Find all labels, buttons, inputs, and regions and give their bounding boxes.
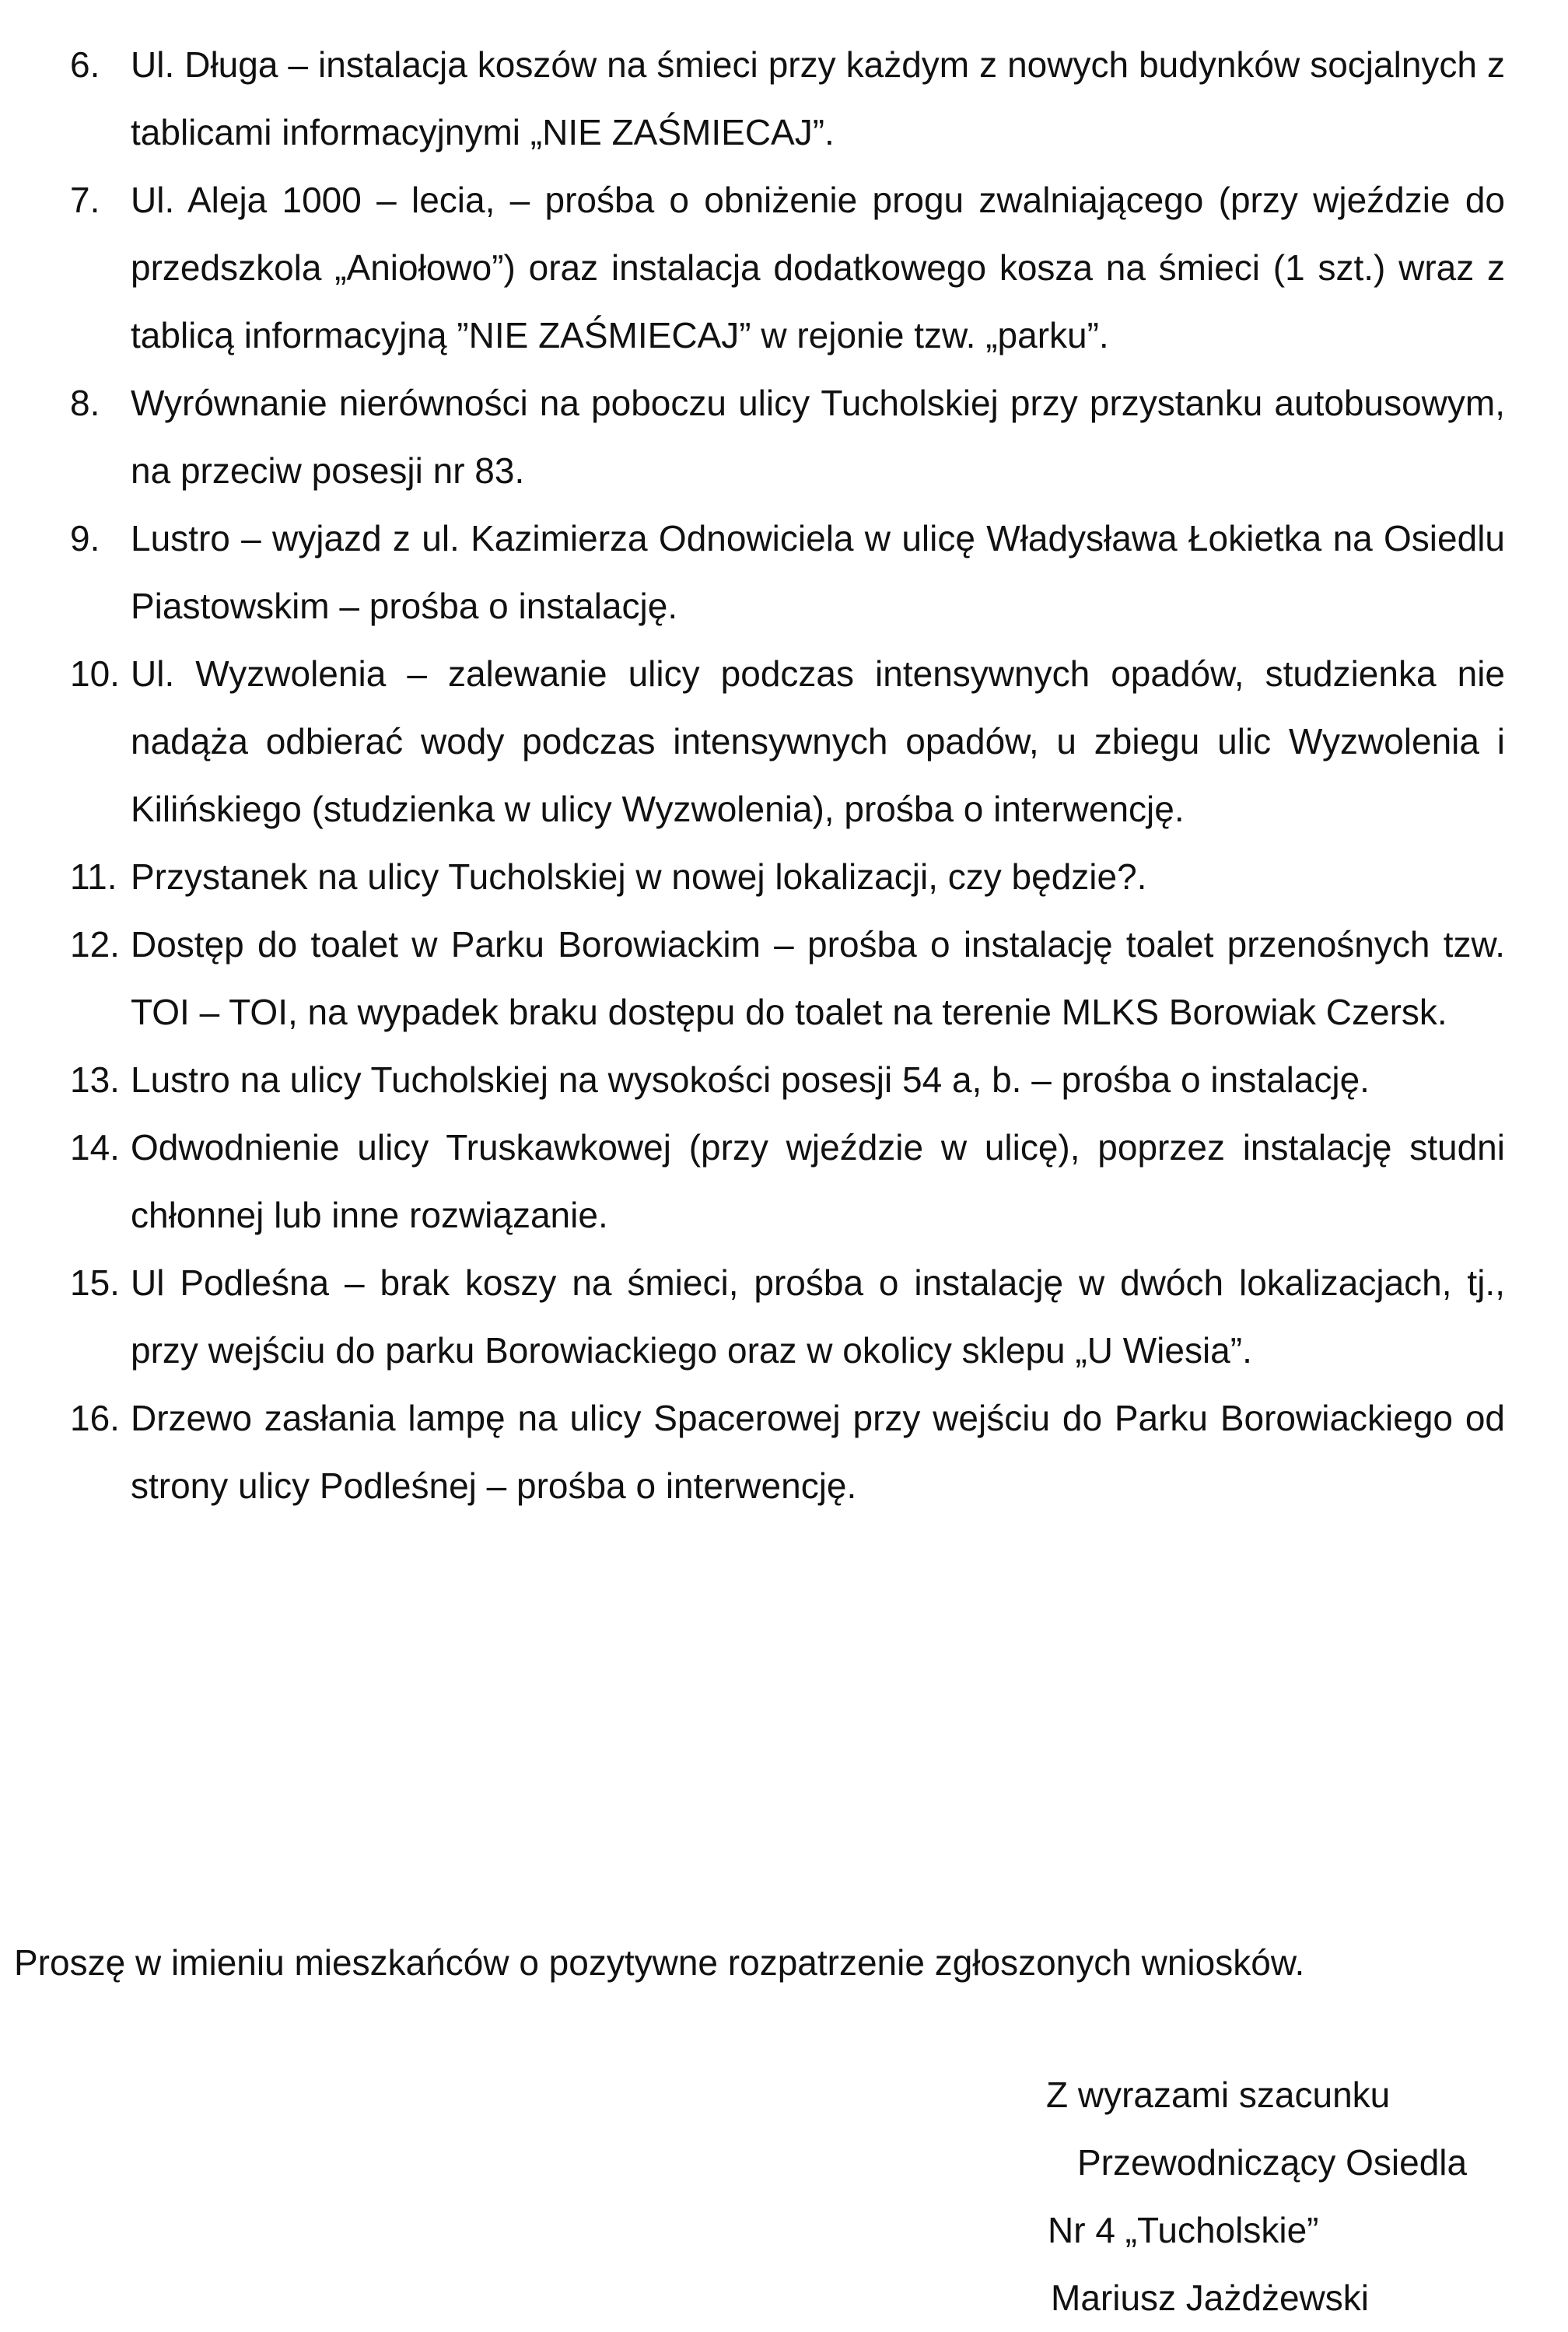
list-item [70,911,1505,1046]
list-item [70,31,1505,166]
list-item [70,640,1505,843]
item-number: 8. [70,383,100,423]
item-number: 6. [70,44,100,85]
item-text: Ul. Długa – instalacja koszów na śmieci przy każdym z nowych budynków socjalnych z tablicami informacyjnymi „NIE ZAŚMIECAJ”. [131,44,1505,152]
list-item [70,1114,1505,1249]
signature-estate: Nr 4 „Tucholskie” [1048,2210,1319,2250]
item-text: Lustro na ulicy Tucholskiej na wysokości posesji 54 a, b. – prośba o instalację. [131,1059,1370,1100]
list-item [70,843,1505,911]
item-number: 16. [70,1398,120,1438]
item-number: 10. [70,653,120,694]
request-list [70,31,1505,1520]
item-number: 15. [70,1262,120,1303]
item-number: 14. [70,1127,120,1168]
item-text: Ul. Wyzwolenia – zalewanie ulicy podczas intensywnych opadów, studzienka nie nadąża odbierać wody podczas intensywnych opadów, u zbiegu ulic Wyzwolenia i Kilińskiego (studzienka w ulicy Wyzwolenia), prośba o interwencję. [131,653,1505,829]
signature-greeting: Z wyrazami szacunku [1046,2075,1391,2115]
signature-block [1046,2061,1467,2332]
signature-role: Przewodniczący Osiedla [1077,2142,1468,2183]
item-number: 7. [70,180,100,220]
list-item [70,1385,1505,1520]
closing-sentence: Proszę w imieniu mieszkańców o pozytywne rozpatrzenie zgłoszonych wniosków. [14,1942,1305,1983]
list-item [70,1046,1505,1114]
item-text: Ul Podleśna – brak koszy na śmieci, prośba o instalację w dwóch lokalizacjach, tj., przy wejściu do parku Borowiackiego oraz w okolicy sklepu „U Wiesia”. [131,1262,1505,1371]
item-text: Odwodnienie ulicy Truskawkowej (przy wjeździe w ulicę), poprzez instalację studni chłonnej lub inne rozwiązanie. [131,1127,1505,1235]
item-number: 9. [70,518,100,558]
item-text: Lustro – wyjazd z ul. Kazimierza Odnowiciela w ulicę Władysława Łokietka na Osiedlu Piastowskim – prośba o instalację. [131,518,1505,626]
list-item [70,1249,1505,1385]
item-number: 12. [70,924,120,965]
item-text: Przystanek na ulicy Tucholskiej w nowej lokalizacji, czy będzie?. [131,856,1147,897]
list-item [70,369,1505,505]
item-text: Drzewo zasłania lampę na ulicy Spacerowej przy wejściu do Parku Borowiackiego od strony ulicy Podleśnej – prośba o interwencję. [131,1398,1505,1506]
item-text: Dostęp do toalet w Parku Borowiackim – prośba o instalację toalet przenośnych tzw. TOI – TOI, na wypadek braku dostępu do toalet na terenie MLKS Borowiak Czersk. [131,924,1505,1032]
item-text: Ul. Aleja 1000 – lecia, – prośba o obniżenie progu zwalniającego (przy wjeździe do przedszkola „Aniołowo”) oraz instalacja dodatkowego kosza na śmieci (1 szt.) wraz z tablicą informacyjną ”NIE ZAŚMIECAJ” w rejonie tzw. „parku”. [131,180,1505,355]
list-item [70,505,1505,640]
item-number: 13. [70,1059,120,1100]
list-item [70,166,1505,369]
signature-name: Mariusz Jażdżewski [1051,2278,1369,2318]
item-number: 11. [70,856,117,897]
item-text: Wyrównanie nierówności na poboczu ulicy Tucholskiej przy przystanku autobusowym, na przeciw posesji nr 83. [131,383,1505,491]
